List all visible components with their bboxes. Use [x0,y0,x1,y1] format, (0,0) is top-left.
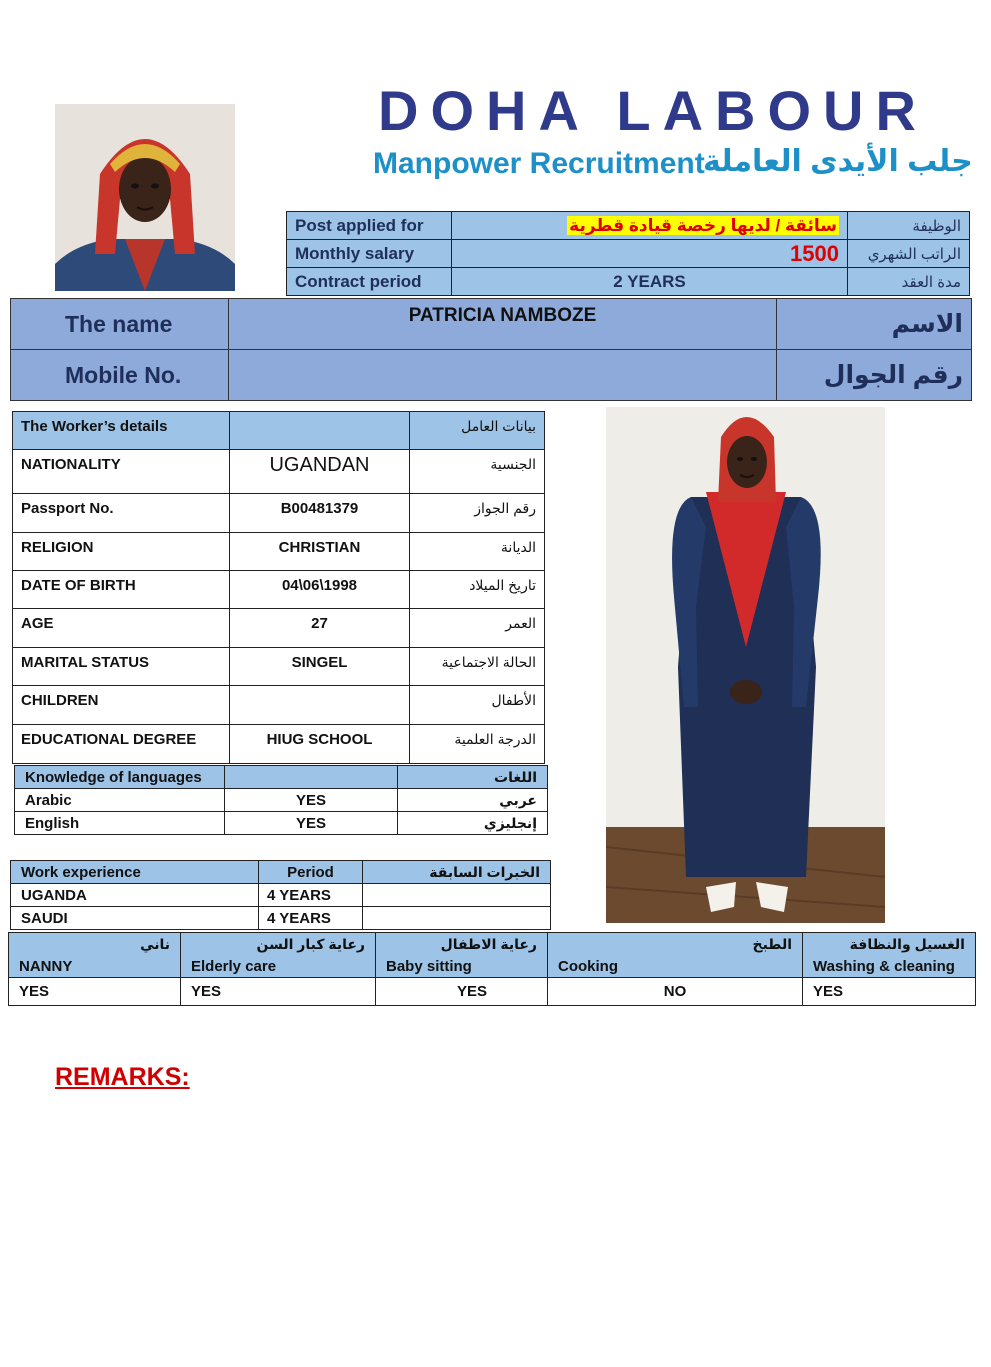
company-logo-title: DOHA LABOUR [378,79,928,142]
worker-row-label-arabic: الجنسية [410,450,545,494]
worker-row-value: SINGEL [230,648,410,686]
worker-row-value: HIUG SCHOOL [230,725,410,764]
full-body-illustration [606,407,885,923]
salary-value: 1500 [790,240,839,266]
languages-header-row [15,766,548,789]
worker-row-label-arabic: الدرجة العلمية [410,725,545,764]
languages-header-arabic: اللغات [398,766,548,789]
languages-header: Knowledge of languages [15,766,225,789]
name-label-arabic: الاسم [777,299,972,350]
worker-row-value: UGANDAN [230,450,410,494]
worker-row-value: B00481379 [230,494,410,533]
skill-label: NANNY [19,958,73,975]
worker-row-label-arabic: العمر [410,609,545,648]
identity-table [10,298,972,401]
skill-header [803,933,976,978]
skill-value: NO [548,978,803,1006]
skill-label-arabic: رعاية الاطفال [440,936,537,952]
experience-header: Work experience [11,861,259,884]
portrait-photo [55,104,235,291]
experience-row [11,884,551,907]
worker-row [13,686,545,725]
skill-header [548,933,803,978]
skill-label: Cooking [558,958,618,975]
experience-header-arabic: الخبرات السابقة [363,861,551,884]
skill-label: Baby sitting [386,958,472,975]
worker-header-empty [230,412,410,450]
language-label: English [15,812,225,835]
worker-row-label-arabic: رقم الجواز [410,494,545,533]
worker-row-label: AGE [13,609,230,648]
skill-header [9,933,181,978]
skill-label-arabic: الغسيل والنظافة [849,936,965,952]
company-logo-subtitle-arabic: جلب الأيدى العاملة [703,145,973,178]
languages-header-empty [225,766,398,789]
skill-header [181,933,376,978]
skills-header-row [9,933,976,978]
worker-row [13,609,545,648]
worker-row-label: EDUCATIONAL DEGREE [13,725,230,764]
experience-country: SAUDI [11,907,259,930]
skill-value: YES [181,978,376,1006]
worker-row [13,533,545,571]
skill-value: YES [803,978,976,1006]
language-row [15,789,548,812]
skills-value-row [9,978,976,1006]
language-row [15,812,548,835]
experience-empty [363,907,551,930]
name-value: PATRICIA NAMBOZE [229,299,777,350]
skill-label-arabic: ناني [140,936,170,952]
experience-country: UGANDA [11,884,259,907]
post-details-table [286,211,970,296]
worker-row [13,725,545,764]
skill-value: YES [9,978,181,1006]
skill-label-arabic: رعاية كبار السن [256,936,365,952]
language-label: Arabic [15,789,225,812]
language-label-arabic: إنجليزي [398,812,548,835]
salary-value-cell [452,240,848,268]
portrait-illustration [55,104,235,291]
worker-row-label: RELIGION [13,533,230,571]
language-value: YES [225,812,398,835]
experience-empty [363,884,551,907]
worker-row-label: Passport No. [13,494,230,533]
mobile-label-arabic: رقم الجوال [777,350,972,401]
mobile-value [229,350,777,401]
experience-header-row [11,861,551,884]
experience-row [11,907,551,930]
period-header: Period [259,861,363,884]
contract-row [287,268,970,296]
worker-row-label: CHILDREN [13,686,230,725]
language-label-arabic: عربي [398,789,548,812]
mobile-label: Mobile No. [11,350,229,401]
worker-row-value: 04\06\1998 [230,571,410,609]
experience-table [10,860,551,930]
post-label-arabic: الوظيفة [848,212,970,240]
skill-label: Washing & cleaning [813,958,955,975]
worker-row-label-arabic: الحالة الاجتماعية [410,648,545,686]
salary-label: Monthly salary [287,240,452,268]
salary-row [287,240,970,268]
worker-row-label: MARITAL STATUS [13,648,230,686]
worker-row [13,450,545,494]
worker-row-value: CHRISTIAN [230,533,410,571]
worker-row [13,571,545,609]
post-row [287,212,970,240]
skill-label-arabic: الطبخ [752,936,792,952]
worker-row-value: 27 [230,609,410,648]
worker-row-label: NATIONALITY [13,450,230,494]
worker-row-label-arabic: الأطفال [410,686,545,725]
worker-header: The Worker’s details [13,412,230,450]
skills-table [8,932,976,1006]
language-value: YES [225,789,398,812]
post-label: Post applied for [287,212,452,240]
contract-label: Contract period [287,268,452,296]
post-value: سائقة / لديها رخصة قيادة قطرية [569,215,837,235]
name-row [11,299,972,350]
skill-header [376,933,548,978]
worker-header-row [13,412,545,450]
worker-details-table [12,411,545,764]
full-body-photo [606,407,885,923]
experience-period: 4 YEARS [259,907,363,930]
mobile-row [11,350,972,401]
worker-row-label-arabic: الديانة [410,533,545,571]
worker-row-value [230,686,410,725]
company-logo-subtitle: Manpower Recruitment [373,147,705,180]
post-value-cell [452,212,848,240]
skill-label: Elderly care [191,958,277,975]
skill-value: YES [376,978,548,1006]
worker-row-label: DATE OF BIRTH [13,571,230,609]
worker-row [13,494,545,533]
experience-period: 4 YEARS [259,884,363,907]
languages-table [14,765,548,835]
name-label: The name [11,299,229,350]
worker-row [13,648,545,686]
contract-label-arabic: مدة العقد [848,268,970,296]
salary-label-arabic: الراتب الشهري [848,240,970,268]
contract-value: 2 YEARS [452,268,848,296]
worker-header-arabic: بيانات العامل [410,412,545,450]
remarks-heading: REMARKS: [55,1063,190,1091]
worker-row-label-arabic: تاريخ الميلاد [410,571,545,609]
